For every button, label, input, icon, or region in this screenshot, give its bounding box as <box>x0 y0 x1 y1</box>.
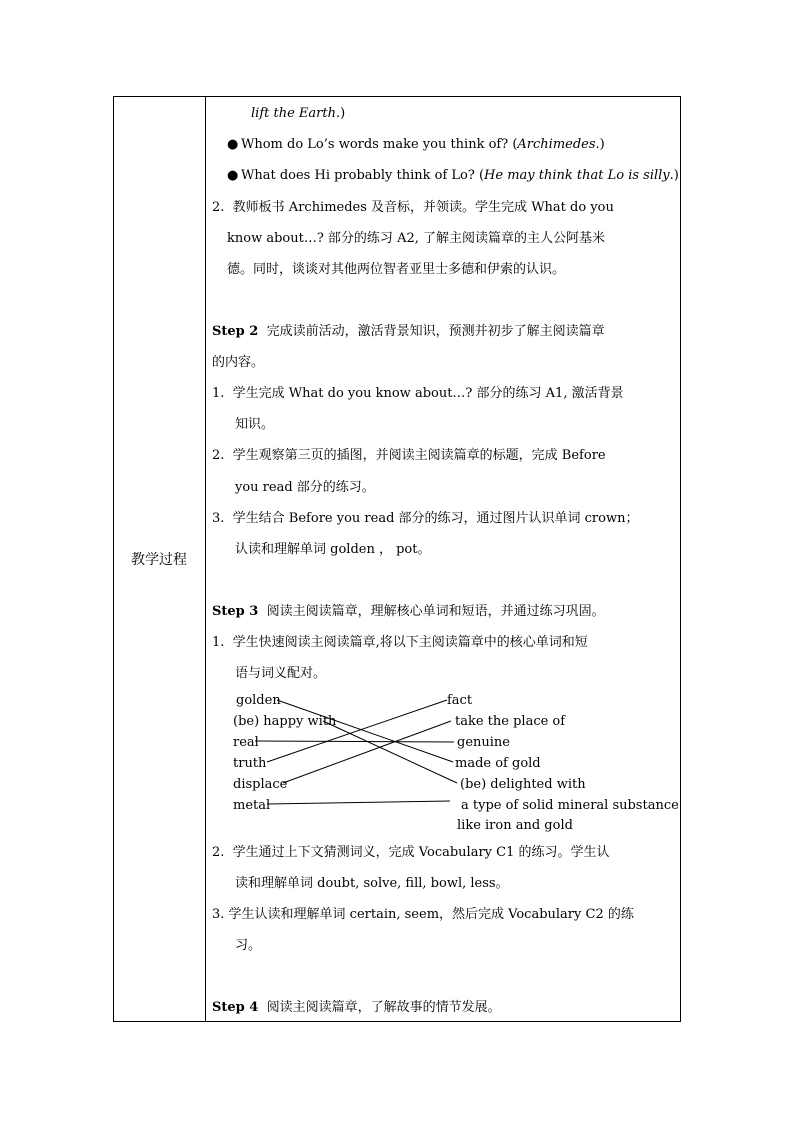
row-label: 教学过程 <box>131 552 187 568</box>
q2-end: .) <box>669 168 679 183</box>
step2-item1-number: 1. <box>212 386 225 401</box>
step2-title-1: 完成读前活动，激活背景知识，预测并初步了解主阅读篇章 <box>266 324 605 339</box>
right-word-genuine: genuine <box>457 735 510 750</box>
step3-item1-number: 1. <box>212 635 225 650</box>
step2-item3-line1 <box>212 509 638 529</box>
column-divider <box>205 96 206 1022</box>
intro-lift-end: .) <box>335 106 346 121</box>
right-word-substance-extra: like iron and gold <box>457 818 573 833</box>
right-word-substance: a type of solid mineral substance <box>461 798 679 813</box>
intro-lift-text: lift the Earth <box>251 106 336 121</box>
step2-heading <box>212 322 605 342</box>
q2-answer: He may think that Lo is silly <box>484 168 670 183</box>
step2-item2-line1 <box>212 446 606 466</box>
step2-item1-line2: 知识。 <box>235 417 275 432</box>
right-word-delighted: (be) delighted with <box>460 777 586 792</box>
intro-question-1 <box>227 135 605 155</box>
item2-line3: 德。同时，谈谈对其他两位智者亚里士多德和伊索的认识。 <box>227 262 566 277</box>
match-line-happy-delighted <box>323 721 457 783</box>
step2-label: Step 2 <box>212 324 259 339</box>
intro-lift-line <box>251 104 345 124</box>
left-word-metal: metal <box>233 798 271 813</box>
step3-item2-number: 2. <box>212 845 225 860</box>
step3-item1-line1 <box>212 633 588 653</box>
right-word-made-of-gold: made of gold <box>455 756 541 771</box>
left-word-real: real <box>233 735 259 750</box>
q2-text: What does Hi probably think of Lo? ( <box>241 168 485 183</box>
step3-item2-text: 学生通过上下文猜测词义，完成 Vocabulary C1 的练习。学生认 <box>232 845 610 860</box>
step3-heading <box>212 602 605 622</box>
row-label-cell <box>113 96 205 1022</box>
step2-item2-text: 学生观察第三页的插图，并阅读主阅读篇章的标题，完成 Before <box>232 448 606 463</box>
intro-question-2 <box>227 166 679 186</box>
step3-item3-text: 学生认读和理解单词 certain, seem，然后完成 Vocabulary C2 的练 <box>228 907 634 922</box>
right-word-fact: fact <box>447 693 473 708</box>
match-line-real-genuine <box>255 741 454 742</box>
step4-label: Step 4 <box>212 1000 259 1015</box>
match-line-metal-substance <box>267 801 450 804</box>
left-word-truth: truth <box>233 756 267 771</box>
step3-item1-line2: 语与词义配对。 <box>235 666 327 681</box>
step3-item3-line2: 习。 <box>235 938 262 953</box>
bullet-icon: ● <box>227 168 239 183</box>
step2-item3-line2: 认读和理解单词 golden ， pot。 <box>235 542 431 557</box>
left-word-happy-with: (be) happy with <box>233 714 337 729</box>
q1-text: Whom do Lo’s words make you think of? ( <box>241 137 518 152</box>
bullet-icon: ● <box>227 137 239 152</box>
item2-text-1: 教师板书 Archimedes 及音标，并领读。学生完成 What do you <box>232 200 614 215</box>
step3-item3-number: 3. <box>212 907 225 922</box>
left-word-displace: displace <box>233 777 288 792</box>
step2-item3-number: 3. <box>212 511 225 526</box>
right-word-take-place: take the place of <box>455 714 566 729</box>
item2-line2: know about…? 部分的练习 A2, 了解主阅读篇章的主人公阿基米 <box>227 231 605 246</box>
step3-item2-line2: 读和理解单词 doubt, solve, fill, bowl, less。 <box>235 876 509 891</box>
step2-item1-line1 <box>212 384 624 404</box>
step2-item2-line2: you read 部分的练习。 <box>235 480 375 495</box>
step2-item3-text: 学生结合 Before you read 部分的练习，通过图片认识单词 crown； <box>232 511 639 526</box>
step2-item1-text: 学生完成 What do you know about…? 部分的练习 A1, 激活背景 <box>232 386 624 401</box>
item2-number: 2. <box>212 200 225 215</box>
step3-label: Step 3 <box>212 604 259 619</box>
item2-line1 <box>212 198 614 218</box>
left-word-golden: golden <box>236 693 281 708</box>
step3-title: 阅读主阅读篇章，理解核心单词和短语，并通过练习巩固。 <box>266 604 605 619</box>
step2-item2-number: 2. <box>212 448 225 463</box>
step3-item3-line1 <box>212 905 634 925</box>
step4-title: 阅读主阅读篇章，了解故事的情节发展。 <box>266 1000 501 1015</box>
step4-heading <box>212 998 501 1018</box>
step3-item1-text: 学生快速阅读主阅读篇章,将以下主阅读篇章中的核心单词和短 <box>232 635 588 650</box>
step2-title-2: 的内容。 <box>212 355 265 370</box>
step3-item2-line1 <box>212 843 610 863</box>
q1-answer: Archimedes <box>517 137 596 152</box>
q1-end: .) <box>595 137 605 152</box>
